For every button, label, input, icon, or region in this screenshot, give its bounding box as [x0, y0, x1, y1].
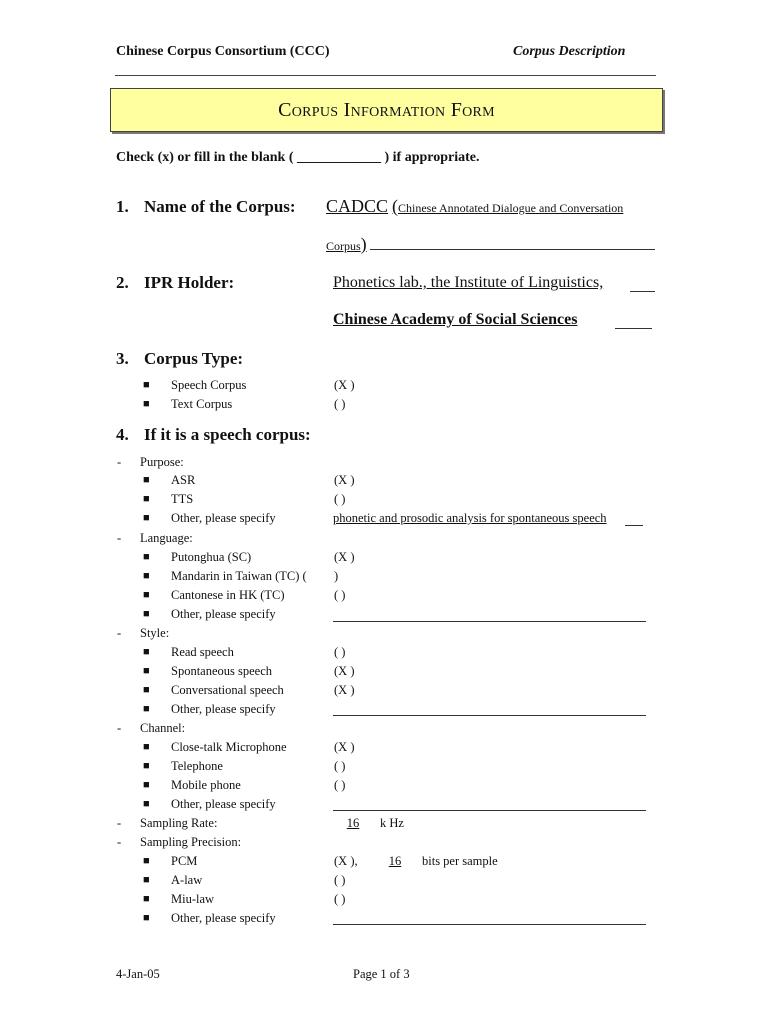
sampling-rate-value: 16 — [346, 816, 360, 830]
corpus-close-paren: ) — [360, 234, 367, 254]
corpus-type-mark[interactable]: ( ) — [334, 397, 346, 411]
square-bullet-icon: ■ — [143, 570, 150, 582]
square-bullet-icon: ■ — [143, 779, 150, 791]
style-label: Style: — [140, 626, 170, 640]
ipr-fill-line-2 — [615, 328, 652, 329]
section-number: 4. — [116, 425, 129, 444]
precision-item: Miu-law — [171, 892, 215, 906]
style-item: Spontaneous speech — [171, 664, 273, 678]
precision-bits-value: 16 — [388, 854, 402, 868]
ipr-line-2: Chinese Academy of Social Sciences — [333, 311, 578, 328]
corpus-type-item: Text Corpus — [171, 397, 233, 411]
dash-marker: - — [117, 531, 122, 545]
square-bullet-icon: ■ — [143, 512, 150, 524]
corpus-type-item: Speech Corpus — [171, 378, 247, 392]
corpus-name-cont — [326, 234, 367, 255]
instructions: Check (x) or fill in the blank ( ____________ ) if appropriate. — [116, 150, 480, 165]
language-other-field[interactable] — [333, 621, 646, 622]
style-mark[interactable]: ( ) — [334, 645, 346, 659]
square-bullet-icon: ■ — [143, 703, 150, 715]
square-bullet-icon: ■ — [143, 798, 150, 810]
square-bullet-icon: ■ — [143, 760, 150, 772]
ipr-fill-line-1 — [630, 291, 655, 292]
precision-other-field[interactable] — [333, 924, 646, 925]
square-bullet-icon: ■ — [143, 646, 150, 658]
corpus-abbr: CADCC — [326, 196, 389, 216]
precision-bits-field[interactable] — [375, 854, 415, 869]
square-bullet-icon: ■ — [143, 684, 150, 696]
precision-item: PCM — [171, 854, 198, 868]
corpus-open-paren: ( — [392, 196, 399, 216]
ipr-line-1: Phonetics lab., the Institute of Linguistics, — [333, 274, 604, 291]
purpose-mark[interactable]: (X ) — [334, 473, 355, 487]
square-bullet-icon: ■ — [143, 665, 150, 677]
dash-marker: - — [117, 816, 122, 830]
precision-mark[interactable]: ( ) — [334, 892, 346, 906]
square-bullet-icon: ■ — [143, 893, 150, 905]
purpose-mark[interactable]: ( ) — [334, 492, 346, 506]
channel-item: Other, please specify — [171, 797, 276, 811]
corpus-name-value — [326, 196, 623, 217]
section-label: Corpus Type: — [144, 349, 244, 368]
footer-date: 4-Jan-05 — [116, 967, 160, 981]
language-item: Putonghua (SC) — [171, 550, 252, 564]
square-bullet-icon: ■ — [143, 493, 150, 505]
header-rule — [115, 75, 656, 76]
style-mark[interactable]: (X ) — [334, 683, 355, 697]
sampling-rate-label: Sampling Rate: — [140, 816, 218, 830]
section-number: 2. — [116, 273, 129, 292]
section-label: Name of the Corpus: — [144, 197, 296, 216]
square-bullet-icon: ■ — [143, 551, 150, 563]
dash-marker: - — [117, 455, 122, 469]
language-mark[interactable]: (X ) — [334, 550, 355, 564]
section-3-heading — [116, 349, 243, 369]
style-item: Conversational speech — [171, 683, 284, 697]
channel-mark[interactable]: ( ) — [334, 759, 346, 773]
corpus-type-mark[interactable]: (X ) — [334, 378, 355, 392]
purpose-item: Other, please specify — [171, 511, 276, 525]
square-bullet-icon: ■ — [143, 474, 150, 486]
channel-mark[interactable]: (X ) — [334, 740, 355, 754]
header-right: Corpus Description — [513, 44, 626, 59]
section-number: 1. — [116, 197, 129, 216]
channel-item: Mobile phone — [171, 778, 241, 792]
language-mark[interactable]: ( ) — [334, 588, 346, 602]
dash-marker: - — [117, 626, 122, 640]
style-mark[interactable]: (X ) — [334, 664, 355, 678]
channel-mark[interactable]: ( ) — [334, 778, 346, 792]
square-bullet-icon: ■ — [143, 912, 150, 924]
section-label: IPR Holder: — [144, 273, 235, 292]
header-left: Chinese Corpus Consortium (CCC) — [116, 44, 330, 59]
precision-item: A-law — [171, 873, 203, 887]
section-2-heading — [116, 273, 234, 293]
section-label: If it is a speech corpus: — [144, 425, 311, 444]
precision-bits-unit: bits per sample — [422, 854, 498, 868]
channel-other-field[interactable] — [333, 810, 646, 811]
square-bullet-icon: ■ — [143, 589, 150, 601]
channel-item: Close-talk Microphone — [171, 740, 287, 754]
square-bullet-icon: ■ — [143, 398, 150, 410]
precision-mark[interactable]: ( ) — [334, 873, 346, 887]
section-4-heading — [116, 425, 311, 445]
dash-marker: - — [117, 721, 122, 735]
channel-item: Telephone — [171, 759, 223, 773]
purpose-item: TTS — [171, 492, 194, 506]
square-bullet-icon: ■ — [143, 608, 150, 620]
square-bullet-icon: ■ — [143, 874, 150, 886]
purpose-label: Purpose: — [140, 455, 184, 469]
dash-marker: - — [117, 835, 122, 849]
purpose-item: ASR — [171, 473, 196, 487]
sampling-rate-value-field[interactable] — [333, 816, 373, 831]
language-item: Mandarin in Taiwan (TC) ( — [171, 569, 307, 583]
square-bullet-icon: ■ — [143, 741, 150, 753]
purpose-fill-line — [625, 525, 643, 526]
footer-page-number: Page 1 of 3 — [353, 967, 410, 981]
purpose-other-value[interactable]: phonetic and prosodic analysis for spontaneous speech — [333, 511, 607, 525]
precision-item: Other, please specify — [171, 911, 276, 925]
precision-mark[interactable]: (X ), — [334, 854, 358, 868]
language-item: Other, please specify — [171, 607, 276, 621]
form-title: Corpus Information Form — [278, 98, 495, 121]
corpus-name-fill-line — [370, 249, 655, 250]
style-item: Other, please specify — [171, 702, 276, 716]
square-bullet-icon: ■ — [143, 379, 150, 391]
channel-label: Channel: — [140, 721, 186, 735]
section-1-heading — [116, 197, 296, 217]
corpus-full-name-1: Chinese Annotated Dialogue and Conversation — [398, 201, 624, 215]
language-label: Language: — [140, 531, 193, 545]
form-title-box — [110, 88, 663, 132]
sampling-precision-label: Sampling Precision: — [140, 835, 242, 849]
corpus-full-name-2: Corpus — [326, 239, 361, 253]
style-item: Read speech — [171, 645, 234, 659]
language-item: Cantonese in HK (TC) — [171, 588, 285, 602]
style-other-field[interactable] — [333, 715, 646, 716]
section-number: 3. — [116, 349, 129, 368]
square-bullet-icon: ■ — [143, 855, 150, 867]
language-mark[interactable]: ) — [334, 569, 339, 583]
sampling-rate-unit: k Hz — [380, 816, 404, 830]
